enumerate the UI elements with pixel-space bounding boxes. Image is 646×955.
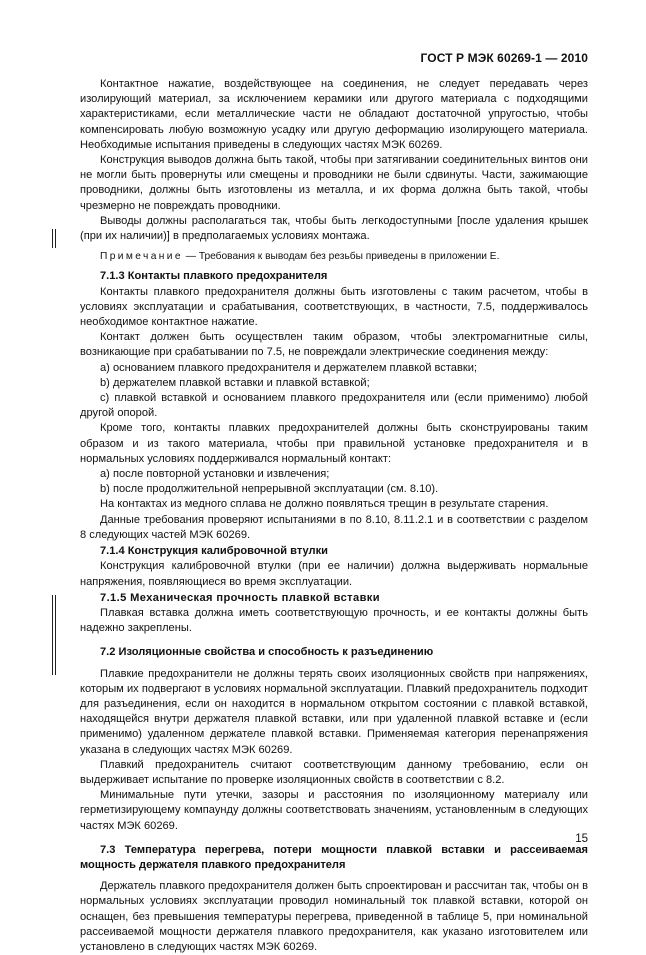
list-item: b) после продолжительной непрерывной эксплуатации (см. 8.10). <box>100 483 439 496</box>
list-item: b) держателем плавкой вставки и плавкой вставкой; <box>100 376 370 389</box>
paragraph: Плавкие предохранители не должны терять своих изоляционных свойств при напряжениях, которым их подвергают в условиях нормальной эксплуатации. Плавкий предохранитель подходит для разъединения, если он находится в нормальном открытом состоянии с плавкой вставкой, находящейся внутри держателя плавкой вставки, или при удаленной плавкой вставке и (если применимо) удаленном держателе плавкой вставки. Применяемая категория перенапряжения указана в следующих частях МЭК 60269. <box>80 667 588 756</box>
main-text <box>80 77 588 955</box>
change-bar <box>55 595 56 675</box>
paragraph: Плавкий предохранитель считают соответствующим данному требованию, если он выдерживает испытание по проверке изоляционных свойств в соответствии с 8.2. <box>80 758 588 786</box>
page-header-standard: ГОСТ Р МЭК 60269-1 — 2010 <box>420 51 588 65</box>
paragraph: Данные требования проверяют испытаниями в по 8.10, 8.11.2.1 и в соответствии с разделом 8 следующих частей МЭК 60269. <box>80 513 588 541</box>
section-heading-7-3: 7.3 Температура перегрева, потери мощности плавкой вставки и рассеиваемая мощность держателя плавкого предохранителя <box>80 843 588 871</box>
paragraph: Кроме того, контакты плавких предохранителей должны быть сконструированы таким образом и из такого материала, чтобы при правильной установке предохранителя и в нормальных условиях поддерживался нормальный контакт: <box>80 422 588 465</box>
section-heading-7-1-5: 7.1.5 Механическая прочность плавкой вставки <box>100 591 380 604</box>
paragraph: Выводы должны располагаться так, чтобы быть легкодоступными [после удаления крышек (при их наличии)] в предполагаемых условиях монтажа. <box>80 214 588 243</box>
list-item: а) основанием плавкого предохранителя и держателем плавкой вставки; <box>100 361 477 374</box>
note-label: Примечание <box>100 251 183 263</box>
change-bar <box>55 229 56 248</box>
paragraph: На контактах из медного сплава не должно появляться трещин в результате старения. <box>100 498 549 511</box>
paragraph: Конструкция калибровочной втулки (при ее наличии) должна выдерживать нормальные напряжения, появляющиеся во время эксплуатации. <box>80 560 588 588</box>
paragraph: Плавкая вставка должна иметь соответствующую прочность, и ее контакты должны быть надежно закреплены. <box>80 606 588 635</box>
paragraph: Минимальные пути утечки, зазоры и расстояния по изоляционному материалу или герметизирующему компаунду должны соответствовать значениям, установленным в следующих частях МЭК 60269. <box>80 789 588 832</box>
section-heading-7-1-4: 7.1.4 Конструкция калибровочной втулки <box>100 545 328 558</box>
list-item: c) плавкой вставкой и основанием плавкого предохранителя или (если применимо) любой другой опорой. <box>80 392 588 420</box>
paragraph: Контакт должен быть осуществлен таким образом, чтобы электромагнитные силы, возникающие при срабатывании по 7.5, не повреждали электрические соединения между: <box>80 331 588 359</box>
list-item: а) после повторной установки и извлечения; <box>100 468 330 481</box>
paragraph: Конструкция выводов должна быть такой, чтобы при затягивании соединительных винтов они не могли быть провернуты или смещены и проводники не были сдвинуты. Части, зажимающие проводники, должны быть изготовлены из металла, и их форма должна быть такой, чтобы чрезмерно не повреждать проводники. <box>80 154 588 212</box>
section-heading-7-2: 7.2 Изоляционные свойства и способность к разъединению <box>100 646 434 659</box>
change-bar <box>52 229 53 248</box>
paragraph: Держатель плавкого предохранителя должен быть спроектирован и рассчитан так, чтобы он в нормальных условиях эксплуатации проводил номинальный ток плавкой вставки, которой он оснащен, без превышения температуры перегрева, приведенной в таблице 5, при номинальной рассеиваемой мощности держателя плавкого предохранителя, как указано изготовителем или установлено в следующих частях МЭК 60269. <box>80 880 588 953</box>
change-bar <box>52 595 53 675</box>
note <box>80 249 588 264</box>
note-text: — Требования к выводам без резьбы приведены в приложении Е. <box>182 251 500 263</box>
paragraph: Контактное нажатие, воздействующее на соединения, не следует передавать через изолирующий материал, за исключением керамики или другого материала с подходящими характеристиками, если металлические части не обладают достаточной упругостью, чтобы компенсировать любую возможную усадку или другую деформацию изолирующего материала. Необходимые испытания приведены в следующих частях МЭК 60269. <box>80 78 588 151</box>
section-heading-7-1-3: 7.1.3 Контакты плавкого предохранителя <box>100 270 328 283</box>
paragraph: Контакты плавкого предохранителя должны быть изготовлены с таким расчетом, чтобы в условиях эксплуатации и срабатывания, соответствующих, в частности, 7.5, поддерживалось необходимое контактное нажатие. <box>80 285 588 329</box>
page-number: 15 <box>575 833 588 845</box>
